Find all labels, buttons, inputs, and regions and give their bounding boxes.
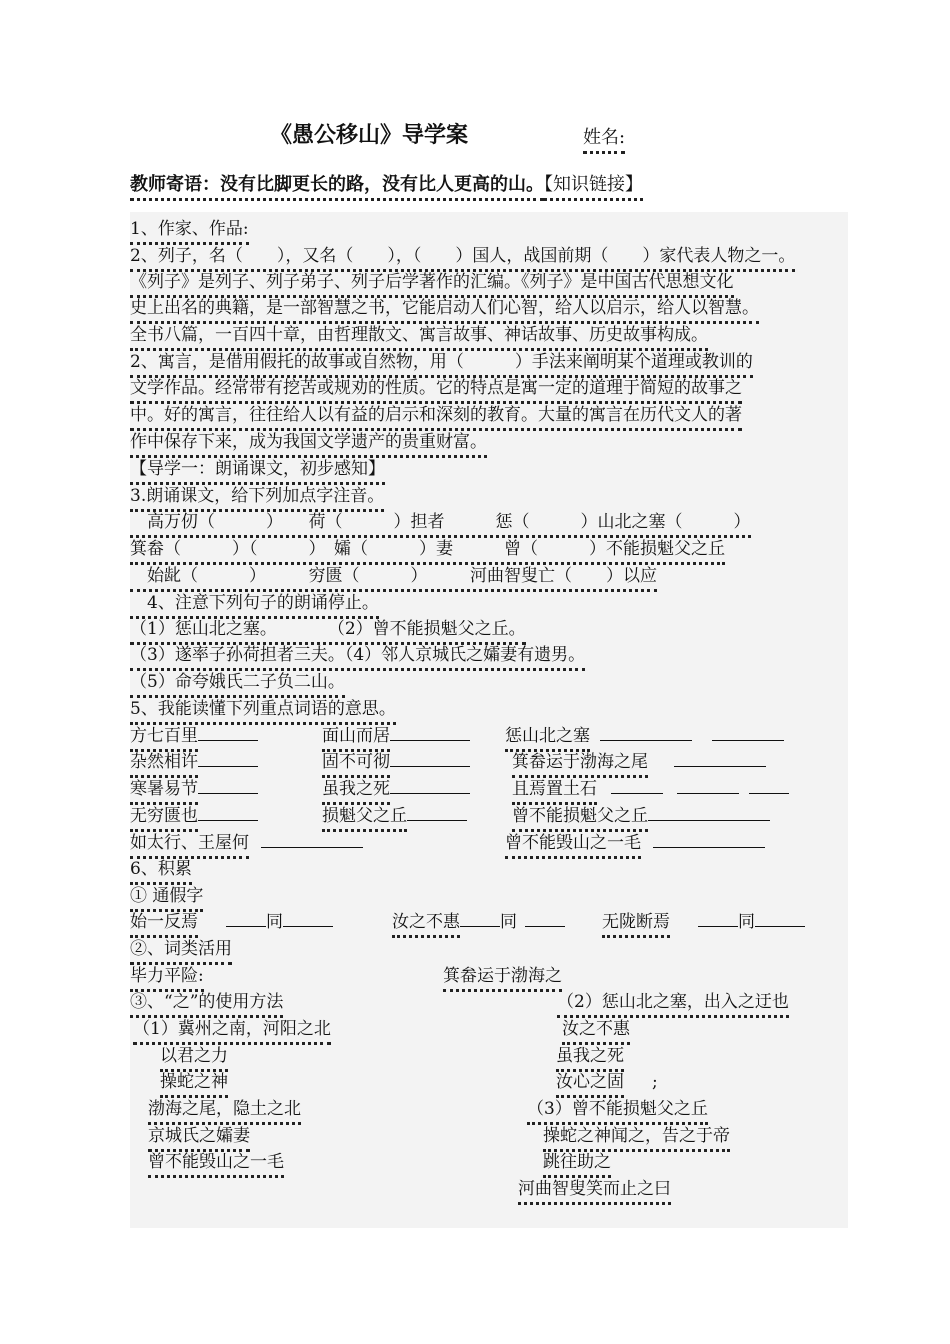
answer-blank[interactable] [648, 806, 770, 821]
line-text: 汝之不惠 [562, 1019, 630, 1045]
knowledge-link-label: 【知识链接】 [544, 174, 643, 201]
name-label [583, 123, 625, 149]
answer-blank[interactable] [460, 912, 500, 927]
zhi-left-item [160, 1072, 228, 1092]
line-text: 渤海之尾，隐土之北 [148, 1099, 301, 1125]
line-text: 始龀（ ） 穷匮（ ） 河曲智叟亡（ ）以应 [130, 566, 657, 592]
vocab-item [130, 806, 258, 826]
tongjia-item [602, 912, 805, 932]
line-text: ① 通假字 [130, 886, 203, 912]
accumulation-heading [130, 859, 192, 879]
answer-blank[interactable] [407, 806, 467, 821]
answer-blank[interactable] [677, 779, 739, 794]
huoyong-heading [130, 939, 232, 959]
vocab-term: 杂然相许 [130, 752, 198, 778]
vocab-term: 曾不能毁山之一毛 [505, 833, 641, 859]
zhi-left-item [160, 1046, 228, 1066]
answer-blank[interactable] [283, 912, 333, 927]
line-text: ③、“之”的使用方法 [130, 992, 283, 1018]
zhi-left-item [148, 1152, 284, 1172]
pronunciation-row-1 [130, 512, 751, 532]
tongjia-item [130, 912, 333, 932]
fable-line-1 [130, 352, 753, 372]
page-title: 《愚公移山》导学案 [270, 122, 469, 148]
answer-blank[interactable] [390, 752, 470, 767]
vocab-item [505, 833, 765, 853]
author-heading [130, 219, 249, 239]
line-text: 4、注意下列句子的朗诵停止。 [130, 593, 379, 619]
zhi-right-item [518, 1179, 671, 1199]
line-text: （3）遂率子孙荷担者三夫。（4）邻人京城氏之孀妻有遗男。 [130, 645, 585, 671]
line-text: 操蛇之神闻之，告之于帝 [543, 1126, 730, 1152]
line-text: ②、词类活用 [130, 939, 232, 965]
guide-1-heading [130, 459, 385, 479]
line-text: （1）冀州之南，河阳之北 [133, 1019, 331, 1045]
tongjia-term: 始一反焉 [130, 912, 198, 938]
vocab-item [130, 779, 258, 799]
teacher-motto [130, 170, 643, 196]
zhi-left-item [133, 1019, 331, 1039]
vocab-item [322, 726, 470, 746]
answer-blank[interactable] [198, 752, 258, 767]
vocab-term: 损魁父之丘 [322, 806, 407, 832]
vocab-term: 方七百里 [130, 726, 198, 752]
pronunciation-row-2 [130, 539, 725, 559]
tongjia-same: 同 [738, 912, 755, 932]
line-text: 【导学一：朗诵课文，初步感知】 [130, 459, 385, 485]
answer-blank[interactable] [712, 726, 784, 741]
zhi-right-item [527, 1099, 708, 1119]
stray-mark: ; [652, 1072, 658, 1092]
zhi-left-item [148, 1099, 301, 1119]
vocab-item [130, 833, 363, 853]
huoyong-item [130, 966, 204, 986]
answer-blank[interactable] [390, 779, 470, 794]
line-text: 作中保存下来，成为我国文学遗产的贵重财富。 [130, 432, 487, 458]
zhi-right-item [557, 992, 789, 1012]
line-text: 河曲智叟笑而止之曰 [518, 1179, 671, 1205]
answer-blank[interactable] [226, 912, 266, 927]
vocab-term: 惩山北之塞 [505, 726, 590, 752]
liezi-line-4 [130, 325, 708, 345]
line-text: 5、我能读懂下列重点词语的意思。 [130, 699, 396, 725]
vocab-term: 无穷匮也 [130, 806, 198, 832]
vocab-term: 面山而居 [322, 726, 390, 752]
answer-blank[interactable] [525, 912, 565, 927]
line-text: 3.朗诵课文，给下列加点字注音。 [130, 486, 384, 512]
answer-blank[interactable] [674, 752, 766, 767]
pause-heading [130, 593, 379, 613]
fable-line-2 [130, 378, 742, 398]
pronunciation-row-3 [130, 566, 657, 586]
fable-line-3 [130, 405, 742, 425]
vocab-term: 且焉置土石 [512, 779, 597, 805]
zhi-right-item [556, 1046, 624, 1066]
motto-text: 教师寄语：没有比脚更长的路，没有比人更高的山。 [130, 174, 544, 201]
line-text: 中。好的寓言，往往给人以有益的启示和深刻的教育。大量的寓言在历代文人的著 [130, 405, 742, 431]
vocab-term: 固不可彻 [322, 752, 390, 778]
line-text: 汝心之固 [556, 1072, 624, 1098]
line-text: 6、积累 [130, 859, 192, 885]
tongjia-item [392, 912, 565, 932]
vocab-heading [130, 699, 396, 719]
vocab-item [505, 726, 784, 746]
tongjia-term: 汝之不惠 [392, 912, 460, 938]
vocab-item [130, 752, 258, 772]
vocab-term: 寒暑易节 [130, 779, 198, 805]
vocab-term: 虽我之死 [322, 779, 390, 805]
line-text: 曾不能毁山之一毛 [148, 1152, 284, 1178]
pause-row-3 [130, 672, 345, 692]
answer-blank[interactable] [198, 806, 258, 821]
answer-blank[interactable] [698, 912, 738, 927]
answer-blank[interactable] [653, 833, 765, 848]
line-text: （2）惩山北之塞，出入之迂也 [557, 992, 789, 1018]
line-text: 2、列子，名（ ），又名（ ），（ ）国人，战国前期（ ）家代表人物之一。 [130, 246, 795, 272]
line-text: 2、寓言，是借用假托的故事或自然物，用（ ）手法来阐明某个道理或教训的 [130, 352, 753, 378]
vocab-item [322, 752, 470, 772]
line-text: 跳往助之 [543, 1152, 611, 1178]
liezi-line-2 [130, 272, 734, 292]
vocab-item [512, 752, 766, 772]
tongjia-heading [130, 886, 203, 906]
line-text: 虽我之死 [556, 1046, 624, 1072]
vocab-item [512, 779, 789, 799]
answer-blank[interactable] [611, 779, 663, 794]
vocab-item [130, 726, 258, 746]
line-text: 箕畚（ ）（ ） 孀（ ）妻 曾（ ）不能损魁父之丘 [130, 539, 725, 565]
vocab-item [322, 779, 470, 799]
line-text: 毕力平险: [130, 966, 204, 992]
line-text: 文学作品。经常带有挖苦或规劝的性质。它的特点是寓一定的道理于简短的故事之 [130, 378, 742, 404]
zhi-right-item [543, 1126, 730, 1146]
zhi-usage-heading [130, 992, 283, 1012]
line-text: 操蛇之神 [160, 1072, 228, 1098]
tongjia-same: 同 [266, 912, 283, 932]
line-text: 全书八篇，一百四十章，由哲理散文、寓言故事、神话故事、历史故事构成。 [130, 325, 708, 351]
answer-blank[interactable] [390, 726, 470, 741]
pause-row-1 [130, 619, 526, 639]
answer-blank[interactable] [749, 779, 789, 794]
vocab-term: 曾不能损魁父之丘 [512, 806, 648, 832]
answer-blank[interactable] [198, 726, 258, 741]
answer-blank[interactable] [198, 779, 258, 794]
line-text: 京城氏之孀妻 [148, 1126, 250, 1152]
line-text: 史上出名的典籍，是一部智慧之书，它能启动人们心智，给人以启示，给人以智慧。 [130, 298, 759, 324]
fable-line-4 [130, 432, 487, 452]
vocab-item [322, 806, 467, 826]
line-text: （5）命夸娥氏二子负二山。 [130, 672, 345, 698]
pronunciation-heading [130, 486, 384, 506]
line-text: 高万仞（ ） 荷（ ）担者 惩（ ）山北之塞（ ） [130, 512, 751, 538]
tongjia-same: 同 [500, 912, 517, 932]
tongjia-term: 无陇断焉 [602, 912, 670, 938]
answer-blank[interactable] [600, 726, 692, 741]
vocab-term: 箕畚运于渤海之尾 [512, 752, 648, 778]
vocab-item [512, 806, 770, 826]
zhi-right-item [556, 1072, 658, 1092]
zhi-right-item [562, 1019, 630, 1039]
vocab-term: 如太行、王屋何 [130, 833, 249, 859]
answer-blank[interactable] [261, 833, 363, 848]
line-text: 箕畚运于渤海之 [443, 966, 562, 992]
liezi-line-3 [130, 298, 759, 318]
line-text: （3）曾不能损魁父之丘 [527, 1099, 708, 1125]
zhi-right-item [543, 1152, 611, 1172]
huoyong-item [443, 966, 562, 986]
liezi-line-1 [130, 246, 795, 266]
line-text: 以君之力 [160, 1046, 228, 1072]
zhi-left-item [148, 1126, 250, 1146]
name-label-text: 姓名: [583, 127, 625, 154]
pause-row-2 [130, 645, 585, 665]
line-text: （1）惩山北之塞。 （2）曾不能损魁父之丘。 [130, 619, 526, 645]
line-text: 《列子》是列子、列子弟子、列子后学著作的汇编。《列子》是中国古代思想文化 [130, 272, 734, 298]
answer-blank[interactable] [755, 912, 805, 927]
line-text: 1、作家、作品: [130, 219, 249, 245]
